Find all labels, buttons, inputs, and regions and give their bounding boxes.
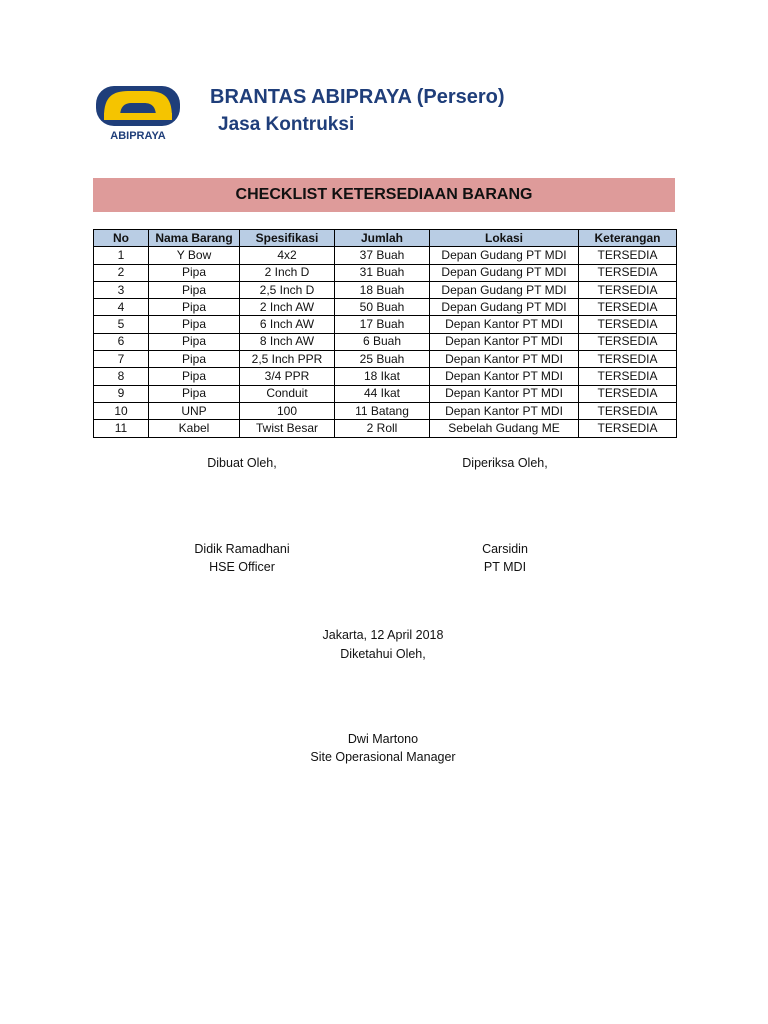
table-row	[94, 351, 677, 368]
acknowledged-by-label: Diketahui Oleh,	[340, 647, 426, 661]
table-cell: 4x2	[240, 247, 335, 264]
company-division: Jasa Kontruksi	[218, 114, 355, 135]
table-cell: 11	[94, 420, 149, 437]
table-cell: TERSEDIA	[579, 299, 677, 316]
table-cell: TERSEDIA	[579, 333, 677, 350]
acknowledged-by-name: Dwi Martono	[347, 732, 419, 746]
table-cell: Depan Gudang PT MDI	[430, 264, 579, 281]
column-header: Nama Barang	[149, 230, 240, 247]
table-cell: 7	[94, 351, 149, 368]
table-row	[94, 402, 677, 419]
table-cell: 2 Roll	[335, 420, 430, 437]
table-cell: Pipa	[149, 299, 240, 316]
place-date: Jakarta, 12 April 2018	[322, 628, 444, 642]
table-cell: Kabel	[149, 420, 240, 437]
table-row	[94, 264, 677, 281]
table-cell: Depan Gudang PT MDI	[430, 247, 579, 264]
table-cell: TERSEDIA	[579, 247, 677, 264]
company-logo	[94, 83, 182, 143]
table-cell: 8	[94, 368, 149, 385]
table-cell: Depan Kantor PT MDI	[430, 351, 579, 368]
document-title: CHECKLIST KETERSEDIAAN BARANG	[93, 178, 675, 212]
table-cell: 2	[94, 264, 149, 281]
table-row	[94, 385, 677, 402]
table-cell: 2 Inch D	[240, 264, 335, 281]
table-cell: 50 Buah	[335, 299, 430, 316]
table-cell: Depan Kantor PT MDI	[430, 368, 579, 385]
table-cell: Pipa	[149, 264, 240, 281]
column-header: Jumlah	[335, 230, 430, 247]
table-cell: 6 Inch AW	[240, 316, 335, 333]
table-cell: 4	[94, 299, 149, 316]
table-row	[94, 316, 677, 333]
logo-text: ABIPRAYA	[110, 130, 166, 142]
table-cell: 31 Buah	[335, 264, 430, 281]
checked-by-name: Carsidin	[482, 542, 528, 556]
table-cell: 44 Ikat	[335, 385, 430, 402]
table-row	[94, 299, 677, 316]
table-cell: 9	[94, 385, 149, 402]
table-cell: 25 Buah	[335, 351, 430, 368]
column-header: Keterangan	[579, 230, 677, 247]
column-header: Spesifikasi	[240, 230, 335, 247]
acknowledged-by-role: Site Operasional Manager	[310, 750, 456, 764]
table-cell: TERSEDIA	[579, 351, 677, 368]
table-cell: Y Bow	[149, 247, 240, 264]
column-header: No	[94, 230, 149, 247]
table-cell: Depan Kantor PT MDI	[430, 385, 579, 402]
table-cell: 6 Buah	[335, 333, 430, 350]
made-by-role: HSE Officer	[209, 560, 275, 574]
table-cell: TERSEDIA	[579, 402, 677, 419]
table-cell: TERSEDIA	[579, 264, 677, 281]
table-cell: 10	[94, 402, 149, 419]
table-cell: Pipa	[149, 333, 240, 350]
company-name: BRANTAS ABIPRAYA (Persero)	[210, 86, 505, 108]
table-cell: 100	[240, 402, 335, 419]
table-cell: Pipa	[149, 281, 240, 298]
table-cell: Depan Gudang PT MDI	[430, 281, 579, 298]
items-table	[93, 229, 677, 438]
table-cell: 2 Inch AW	[240, 299, 335, 316]
checked-by-role: PT MDI	[483, 560, 527, 574]
table-cell: Pipa	[149, 316, 240, 333]
made-by-label: Dibuat Oleh,	[207, 456, 277, 470]
table-cell: 2,5 Inch D	[240, 281, 335, 298]
table-cell: 5	[94, 316, 149, 333]
checked-by-label: Diperiksa Oleh,	[462, 456, 548, 470]
table-cell: 17 Buah	[335, 316, 430, 333]
table-cell: TERSEDIA	[579, 368, 677, 385]
table-cell: Pipa	[149, 385, 240, 402]
table-cell: Pipa	[149, 368, 240, 385]
table-cell: 2,5 Inch PPR	[240, 351, 335, 368]
table-cell: Sebelah Gudang ME	[430, 420, 579, 437]
table-cell: Depan Kantor PT MDI	[430, 402, 579, 419]
table-cell: TERSEDIA	[579, 281, 677, 298]
table-row	[94, 420, 677, 437]
table-cell: TERSEDIA	[579, 420, 677, 437]
table-cell: 3	[94, 281, 149, 298]
table-row	[94, 247, 677, 264]
table-cell: 1	[94, 247, 149, 264]
table-cell: 6	[94, 333, 149, 350]
column-header: Lokasi	[430, 230, 579, 247]
table-cell: Conduit	[240, 385, 335, 402]
table-cell: 11 Batang	[335, 402, 430, 419]
table-cell: 3/4 PPR	[240, 368, 335, 385]
table-cell: 18 Buah	[335, 281, 430, 298]
table-cell: Twist Besar	[240, 420, 335, 437]
table-cell: 18 Ikat	[335, 368, 430, 385]
table-row	[94, 333, 677, 350]
table-cell: Depan Kantor PT MDI	[430, 316, 579, 333]
table-header-row	[94, 230, 677, 247]
table-cell: 37 Buah	[335, 247, 430, 264]
made-by-name: Didik Ramadhani	[194, 542, 290, 556]
table-cell: TERSEDIA	[579, 316, 677, 333]
table-cell: 8 Inch AW	[240, 333, 335, 350]
table-cell: Pipa	[149, 351, 240, 368]
table-cell: Depan Kantor PT MDI	[430, 333, 579, 350]
table-row	[94, 368, 677, 385]
table-cell: TERSEDIA	[579, 385, 677, 402]
table-row	[94, 281, 677, 298]
table-cell: UNP	[149, 402, 240, 419]
table-cell: Depan Gudang PT MDI	[430, 299, 579, 316]
